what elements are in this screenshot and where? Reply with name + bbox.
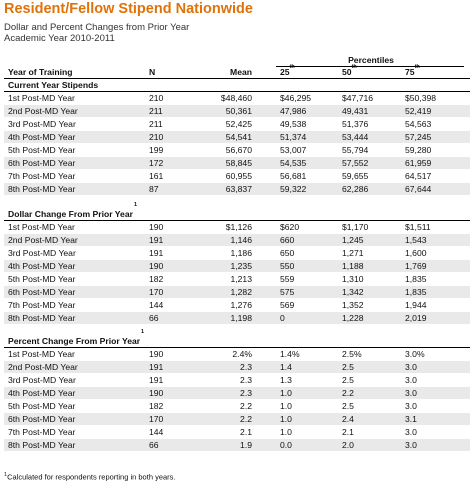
table-row: [4, 426, 470, 439]
section-title: Percent Change From Prior Year: [8, 336, 141, 346]
cell-p50: 2.0: [342, 440, 354, 450]
footnote: $^1$Calculated for respondents reporting in both years.: [4, 472, 176, 482]
col-p75: 75th: [405, 64, 420, 77]
report-subtitle: Dollar and Percent Changes from Prior Year: [4, 22, 190, 33]
cell-n: 170: [149, 414, 164, 424]
cell-p75: 64,517: [405, 171, 432, 181]
cell-n: 172: [149, 158, 164, 168]
cell-p50: 49,431: [342, 106, 369, 116]
section-spacer: [4, 325, 470, 335]
cell-p75: 59,280: [405, 145, 432, 155]
cell-p75: 3.0: [405, 440, 417, 450]
cell-p75: $50,398: [405, 93, 437, 103]
table-row: [4, 312, 470, 325]
row-label: 2nd Post-MD Year: [8, 235, 78, 245]
row-label: 1st Post-MD Year: [8, 222, 75, 232]
col-p50: 50th: [342, 64, 357, 77]
cell-p25: 1.0: [280, 401, 292, 411]
cell-p50: 2.5%: [342, 349, 362, 359]
cell-n: 161: [149, 171, 164, 181]
table-row: [4, 348, 470, 361]
cell-mean: 54,541: [225, 132, 252, 142]
row-label: 5th Post-MD Year: [8, 401, 76, 411]
cell-mean: 1,213: [230, 274, 252, 284]
cell-p25: 550: [280, 261, 295, 271]
col-year-of-training: Year of Training: [8, 67, 73, 77]
row-label: 7th Post-MD Year: [8, 300, 76, 310]
cell-n: 190: [149, 388, 164, 398]
cell-n: 191: [149, 235, 164, 245]
cell-p25: 47,986: [280, 106, 307, 116]
row-label: 7th Post-MD Year: [8, 427, 76, 437]
row-label: 3rd Post-MD Year: [8, 119, 76, 129]
cell-p75: 3.0: [405, 362, 417, 372]
cell-mean: 1,198: [230, 313, 252, 323]
cell-p25: 1.4: [280, 362, 292, 372]
table-row: [4, 247, 470, 260]
cell-p75: $1,511: [405, 222, 431, 232]
stipend-table: [4, 55, 470, 452]
table-row: [4, 183, 470, 196]
cell-p25: 1.0: [280, 427, 292, 437]
cell-p75: 3.1: [405, 414, 417, 424]
cell-p25: 1.0: [280, 388, 292, 398]
cell-p50: 1,310: [342, 274, 364, 284]
cell-n: 144: [149, 427, 164, 437]
cell-p75: 1,543: [405, 235, 427, 245]
academic-year: Academic Year 2010-2011: [4, 33, 115, 44]
cell-mean: 1,235: [230, 261, 252, 271]
cell-p50: 1,271: [342, 248, 364, 258]
row-label: 3rd Post-MD Year: [8, 375, 76, 385]
table-row: [4, 374, 470, 387]
cell-p75: 1,600: [405, 248, 427, 258]
cell-p50: 2.4: [342, 414, 354, 424]
row-label: 4th Post-MD Year: [8, 261, 76, 271]
table-row: [4, 260, 470, 273]
cell-n: 182: [149, 274, 164, 284]
cell-p25: 0: [280, 313, 285, 323]
cell-p50: 2.1: [342, 427, 354, 437]
cell-mean: 2.1: [240, 427, 252, 437]
cell-p75: 3.0: [405, 388, 417, 398]
cell-p50: 1,188: [342, 261, 364, 271]
col-n: N: [149, 67, 156, 77]
row-label: 5th Post-MD Year: [8, 145, 76, 155]
cell-n: 210: [149, 132, 164, 142]
cell-n: 191: [149, 362, 164, 372]
cell-mean: 1,276: [230, 300, 252, 310]
table-row: [4, 157, 470, 170]
cell-mean: 52,425: [225, 119, 252, 129]
row-label: 6th Post-MD Year: [8, 414, 76, 424]
section-spacer: [4, 196, 470, 208]
cell-mean: 2.3: [240, 375, 252, 385]
cell-p25: 59,322: [280, 184, 307, 194]
section-header: [4, 79, 470, 92]
cell-p50: 57,552: [342, 158, 369, 168]
row-label: 6th Post-MD Year: [8, 158, 76, 168]
cell-mean: 2.3: [240, 388, 252, 398]
row-label: 5th Post-MD Year: [8, 274, 76, 284]
cell-p50: 53,444: [342, 132, 369, 142]
cell-p25: $620: [280, 222, 300, 232]
cell-mean: 2.2: [240, 401, 252, 411]
cell-p50: 1,352: [342, 300, 364, 310]
cell-p50: 51,376: [342, 119, 369, 129]
table-row: [4, 361, 470, 374]
table-row: [4, 387, 470, 400]
row-label: 8th Post-MD Year: [8, 440, 76, 450]
row-label: 1st Post-MD Year: [8, 93, 75, 103]
table-row: [4, 105, 470, 118]
table-row: [4, 299, 470, 312]
cell-p50: 59,655: [342, 171, 369, 181]
row-label: 6th Post-MD Year: [8, 287, 76, 297]
cell-p50: $1,170: [342, 222, 369, 232]
table-row: [4, 131, 470, 144]
cell-p50: 2.5: [342, 362, 354, 372]
cell-p50: 1,342: [342, 287, 364, 297]
row-label: 4th Post-MD Year: [8, 132, 76, 142]
cell-p50: 55,794: [342, 145, 369, 155]
cell-p75: 3.0: [405, 401, 417, 411]
report-title: Resident/Fellow Stipend Nationwide: [4, 1, 253, 17]
cell-mean: 1,282: [230, 287, 252, 297]
cell-mean: 1,146: [230, 235, 252, 245]
row-label: 1st Post-MD Year: [8, 349, 75, 359]
table-row: [4, 439, 470, 452]
table-body: [4, 79, 470, 452]
table-row: [4, 170, 470, 183]
cell-n: 191: [149, 375, 164, 385]
cell-mean: 1,186: [230, 248, 252, 258]
cell-p50: 2.5: [342, 375, 354, 385]
cell-p50: 62,286: [342, 184, 369, 194]
cell-p75: 1,835: [405, 287, 427, 297]
cell-n: 211: [149, 106, 163, 116]
row-label: 2nd Post-MD Year: [8, 362, 78, 372]
table-row: [4, 234, 470, 247]
cell-mean: 63,837: [225, 184, 252, 194]
cell-n: 87: [149, 184, 159, 194]
cell-p75: 1,944: [405, 300, 427, 310]
cell-mean: 60,955: [225, 171, 252, 181]
table-row: [4, 221, 470, 234]
row-label: 4th Post-MD Year: [8, 388, 76, 398]
section-header: Percent Change From Prior Year 1: [4, 335, 470, 348]
cell-p75: 52,419: [405, 106, 432, 116]
cell-mean: $48,460: [220, 93, 252, 103]
cell-p75: 3.0: [405, 375, 417, 385]
cell-mean: 2.2: [240, 414, 252, 424]
cell-p50: 1,228: [342, 313, 364, 323]
cell-n: 144: [149, 300, 164, 310]
cell-p25: 569: [280, 300, 295, 310]
cell-p75: 1,835: [405, 274, 427, 284]
row-label: 7th Post-MD Year: [8, 171, 76, 181]
cell-mean: 56,670: [225, 145, 252, 155]
cell-p25: 559: [280, 274, 295, 284]
percentiles-label: Percentiles: [348, 55, 394, 65]
cell-p25: 1.0: [280, 414, 292, 424]
table-row: [4, 92, 470, 105]
cell-p50: 2.5: [342, 401, 354, 411]
cell-mean: 2.3: [240, 362, 252, 372]
cell-p25: 56,681: [280, 171, 307, 181]
table-row: [4, 144, 470, 157]
cell-p75: 3.0%: [405, 349, 425, 359]
cell-p75: 67,644: [405, 184, 432, 194]
table-row: [4, 273, 470, 286]
cell-p25: 1.4%: [280, 349, 300, 359]
cell-p25: 54,535: [280, 158, 307, 168]
cell-p25: 650: [280, 248, 295, 258]
cell-p25: 0.0: [280, 440, 292, 450]
row-label: 8th Post-MD Year: [8, 184, 76, 194]
cell-n: 66: [149, 313, 159, 323]
cell-p25: 53,007: [280, 145, 307, 155]
cell-n: 190: [149, 261, 164, 271]
cell-p25: 51,374: [280, 132, 307, 142]
table-row: [4, 400, 470, 413]
cell-mean: 1.9: [240, 440, 252, 450]
cell-p75: 2,019: [405, 313, 427, 323]
cell-p50: $47,716: [342, 93, 374, 103]
table-row: [4, 413, 470, 426]
cell-n: 199: [149, 145, 164, 155]
section-title: Current Year Stipends: [8, 80, 99, 90]
cell-n: 170: [149, 287, 164, 297]
cell-n: 66: [149, 440, 159, 450]
cell-p75: 61,959: [405, 158, 432, 168]
cell-p75: 1,769: [405, 261, 427, 271]
row-label: 3rd Post-MD Year: [8, 248, 76, 258]
cell-p75: 3.0: [405, 427, 417, 437]
row-label: 2nd Post-MD Year: [8, 106, 78, 116]
cell-p50: 2.2: [342, 388, 354, 398]
cell-p75: 57,245: [405, 132, 432, 142]
col-mean: Mean: [230, 67, 252, 77]
cell-n: 190: [149, 349, 164, 359]
cell-n: 211: [149, 119, 163, 129]
cell-n: 190: [149, 222, 164, 232]
section-title: Dollar Change From Prior Year: [8, 209, 133, 219]
cell-n: 182: [149, 401, 164, 411]
cell-p75: 54,563: [405, 119, 432, 129]
cell-p50: 1,245: [342, 235, 364, 245]
cell-p25: 575: [280, 287, 295, 297]
cell-mean: $1,126: [225, 222, 252, 232]
cell-p25: 1.3: [280, 375, 292, 385]
cell-mean: 50,361: [225, 106, 252, 116]
cell-mean: 2.4%: [232, 349, 252, 359]
table-row: [4, 286, 470, 299]
cell-mean: 58,845: [225, 158, 252, 168]
table-row: [4, 118, 470, 131]
column-header-row: [4, 66, 470, 79]
cell-n: 210: [149, 93, 164, 103]
col-p25: 25th: [280, 64, 295, 77]
cell-n: 191: [149, 248, 164, 258]
percentiles-header: [4, 55, 470, 66]
section-header: Dollar Change From Prior Year 1: [4, 208, 470, 221]
cell-p25: 49,538: [280, 119, 307, 129]
row-label: 8th Post-MD Year: [8, 313, 76, 323]
cell-p25: 660: [280, 235, 295, 245]
cell-p25: $46,295: [280, 93, 312, 103]
